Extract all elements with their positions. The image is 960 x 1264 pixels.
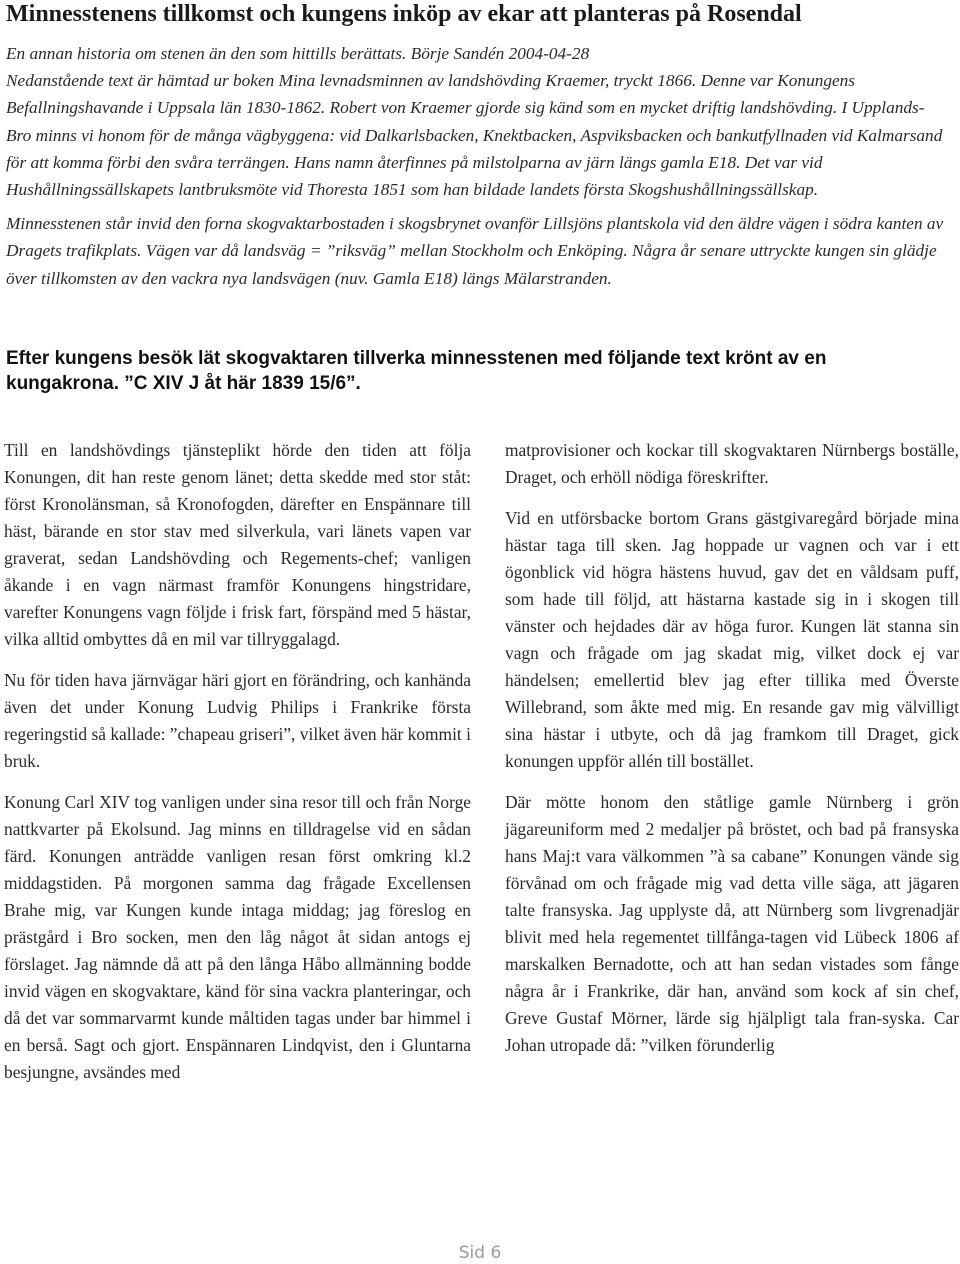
- page-number: Sid 6: [458, 1243, 502, 1263]
- body-paragraph: Där mötte honom den ståtlige gamle Nürnberg i grön jägareuniform med 2 medaljer på bröstet, och bad på fransyska hans Maj:t vara välkommen ”à sa cabane” Konungen vände sig förvånad om och frågade mig vad detta ville säga, att jägaren talte fransyska. Jag upplyste då, att Nürnberg som livgrenadjär blivit med hela regementet tillfånga-tagen vid Lübeck 1806 af marskalken Bernadotte, och att han sedan vistades som fånge några år i Frankrike, där han, använd som kock af sin chef, Greve Gustaf Mörner, lärde sig hjälpligt tala fran-syska. Car Johan utropade då: ”vilken förunderlig: [505, 792, 959, 1055]
- body-paragraph: Nu för tiden hava järnvägar häri gjort en förändring, och kanhända även det under Konung Ludvig Philips i Frankrike första regeringstid så kallade: ”chapeau griseri”, vilket även här kommit i bruk.: [4, 670, 471, 771]
- intro-paragraph: Minnesstenen står invid den forna skogvaktarbostaden i skogsbrynet ovanför Lillsjöns plantskola vid den äldre vägen i södra kanten av Dragets trafikplats. Vägen var då landsväg = ”riksväg” mellan Stockholm och Enköping. Några år senare uttryckte kungen sin glädje över tillkomsten av den vackra nya landsvägen (nuv. Gamla E18) längs Mälarstranden.: [6, 214, 944, 288]
- left-column: [4, 437, 471, 1100]
- page-title: Minnesstenens tillkomst och kungens inköp av ekar att planteras på Rosendal: [6, 1, 802, 27]
- body-paragraph: matprovisioner och kockar till skogvaktaren Nürnbergs boställe, Draget, och erhöll nödiga föreskrifter.: [505, 440, 959, 487]
- intro-byline: En annan historia om stenen än den som hittills berättats. Börje Sandén 2004-04-28: [6, 44, 590, 63]
- body-paragraph: Vid en utförsbacke bortom Grans gästgivaregård började mina hästar taga till sken. Jag hoppade ur vagnen och var i ett ögonblick vid högra hästens huvud, gav det en våldsam puff, som hade till följd, att hästarna kastade sig in i skogen till vänster och hejdades där av höga furor. Kungen lät stanna sin vagn och frågade om jag skadat mig, vilket dock ej var händelsen; emellertid blev jag efter tillika med Överste Willebrand, som åkte med mig. En resande gav mig välvilligt sina hästar i utbyte, och då jag framkom till Draget, gick konungen uppför allén till bostället.: [505, 508, 959, 771]
- body-paragraph: Till en landshövdings tjänsteplikt hörde den tiden att följa Konungen, dit han reste genom länet; detta skedde med stor ståt: först Kronolänsman, så Kronofogden, därefter en Enspännare till häst, bärande en stor stav med silverkula, vari länets vapen var graverat, sedan Landshövding och Regements-chef; vanligen åkande i en vagn närmast framför Konungens hingstridare, varefter Konungens vagn följde i frisk fart, förspänd med 5 hästar, vilka alltid ombyttes då en mil var tillryggalagd.: [4, 440, 471, 649]
- intro-section: [6, 40, 946, 292]
- inscription-note: [6, 346, 926, 396]
- inscription-text: Efter kungens besök lät skogvaktaren tillverka minnesstenen med följande text krönt av en kungakrona. ”C XIV J åt här 1839 15/6”.: [6, 348, 827, 394]
- right-column: [505, 437, 959, 1073]
- intro-paragraph: Nedanstående text är hämtad ur boken Mina levnadsminnen av landshövding Kraemer, tryckt 1866. Denne var Konungens Befallningshavande i Uppsala län 1830-1862. Robert von Kraemer gjorde sig känd som en mycket driftig landshövding. I Upplands-Bro minns vi honom för de många vägbyggena: vid Dalkarlsbacken, Knektbacken, Aspviksbacken och bankutfyllnaden vid Kalmarsand för att komma förbi den svåra terrängen. Hans namn återfinnes på milstolparna av järn längs gamla E18. Det var vid Hushållningssällskapets lantbruksmöte vid Thoresta 1851 som han bildade landets första Skogshushållningssällskap.: [6, 71, 943, 200]
- body-paragraph: Konung Carl XIV tog vanligen under sina resor till och från Norge nattkvarter på Ekolsund. Jag minns en tilldragelse vid en sådan färd. Konungen anträdde vanligen resan först omkring kl.2 middagstiden. På morgonen samma dag frågade Excellensen Brahe mig, var Kungen kunde intaga middag; jag föreslog en prästgård i Bro socken, men den låg något åt sidan antogs ej förslaget. Jag nämnde då att på den långa Håbo allmänning bodde invid vägen en skogvaktare, känd för sina vackra planteringar, och då det var sommarvarmt kunde måltiden tagas under bar himmel i en berså. Sagt och gjort. Enspännaren Lindqvist, den i Gluntarna besjungne, avsändes med: [4, 792, 471, 1082]
